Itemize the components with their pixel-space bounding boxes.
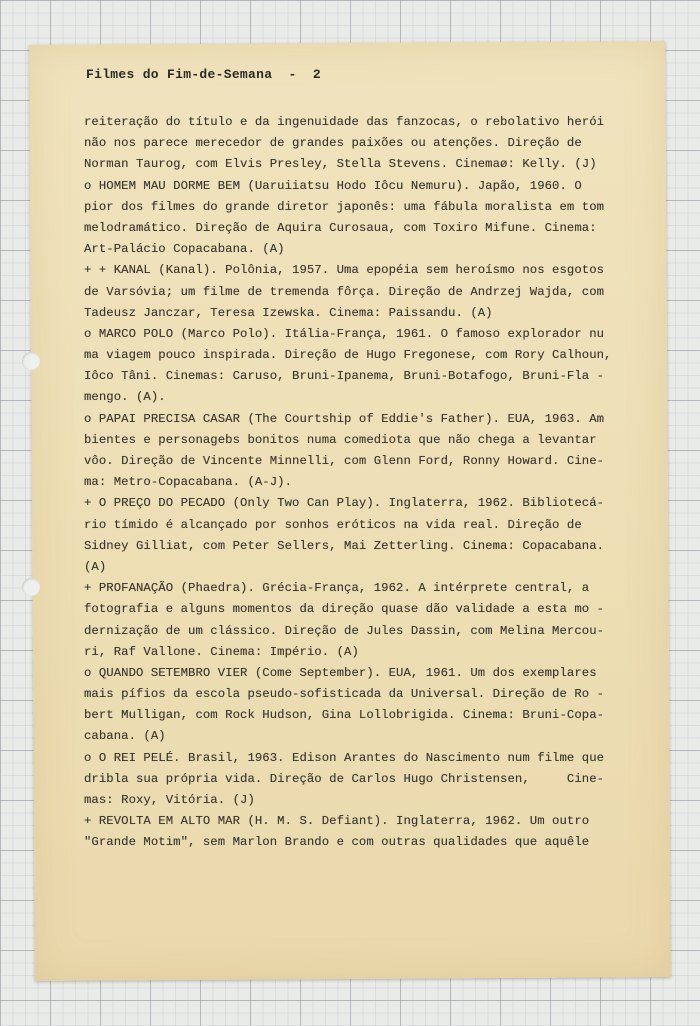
text-line: Norman Taurog, com Elvis Presley, Stella Stevens. Cinemaø: Kelly. (J): [84, 157, 597, 172]
text-line: o O REI PELÉ. Brasil, 1963. Edison Arantes do Nascimento num filme que: [84, 750, 605, 765]
text-line: reiteração do título e da ingenuidade das fanzocas, o rebolativo herói: [84, 115, 605, 129]
text-line: vôo. Direção de Vincente Minnelli, com Glenn Ford, Ronny Howard. Cine-: [84, 454, 605, 468]
text-line: rio tímido é alcançado por sonhos eróticos na vida real. Direção de: [84, 517, 582, 532]
punch-hole: [22, 352, 40, 370]
text-line: mais pífios da escola pseudo-sofisticada da Universal. Direção de Ro -: [84, 687, 605, 702]
text-line: fotografia e alguns momentos da direção quase dão validade a esta mo -: [84, 602, 605, 617]
text-line: dribla sua própria vida. Direção de Carlos Hugo Christensen, Cine-: [84, 771, 605, 786]
text-line: o PAPAI PRECISA CASAR (The Courtship of Eddie's Father). EUA, 1963. Am: [84, 411, 605, 426]
text-line: mengo. (A).: [84, 390, 166, 405]
text-line: o QUANDO SETEMBRO VIER (Come September). EUA, 1961. Um dos exemplares: [84, 665, 597, 680]
body-text: [84, 112, 644, 854]
text-line: o HOMEM MAU DORME BEM (Uaruiiatsu Hodo Iôcu Nemuru). Japão, 1960. O: [84, 178, 582, 193]
text-line: Sidney Gilliat, com Peter Sellers, Mai Zetterling. Cinema: Copacabana.: [84, 538, 605, 553]
text-line: de Varsóvia; um filme de tremenda fôrça. Direção de Andrzej Wajda, com: [84, 284, 605, 299]
text-line: Iôco Tâni. Cinemas: Caruso, Bruni-Ipanema, Bruni-Botafogo, Bruni-Fla -: [84, 369, 605, 384]
text-line: melodramático. Direção de Aquira Curosaua, com Toxiro Mifune. Cinema:: [84, 220, 597, 235]
text-line: (A): [84, 559, 107, 574]
text-line: ma: Metro-Copacabana. (A-J).: [84, 475, 293, 490]
punch-hole: [22, 578, 40, 596]
text-line: cabana. (A): [84, 729, 166, 744]
text-line: ri, Raf Vallone. Cinema: Império. (A): [84, 644, 359, 659]
text-line: "Grande Motim", sem Marlon Brando e com outras qualidades que aquêle: [84, 835, 590, 850]
text-line: bert Mulligan, com Rock Hudson, Gina Lollobrigida. Cinema: Bruni-Copa-: [84, 708, 605, 723]
text-line: o MARCO POLO (Marco Polo). Itália-França, 1961. O famoso explorador nu: [84, 326, 605, 341]
text-line: dernização de um clássico. Direção de Jules Dassin, com Melina Mercou-: [84, 623, 605, 638]
text-line: não nos parece merecedor de grandes paixões ou atenções. Direção de: [84, 136, 582, 151]
page-header: Filmes do Fim-de-Semana - 2: [86, 67, 321, 82]
text-line: mas: Roxy, Vitória. (J): [84, 793, 255, 807]
text-line: Art-Palácio Copacabana. (A): [84, 242, 285, 257]
text-line: ma viagem pouco inspirada. Direção de Hugo Fregonese, com Rory Calhoun,: [84, 348, 612, 363]
text-line: + O PREÇO DO PECADO (Only Two Can Play). Inglaterra, 1962. Bibliotecá-: [84, 496, 605, 511]
text-line: Tadeusz Janczar, Teresa Izewska. Cinema: Paissandu. (A): [84, 305, 493, 320]
text-line: bientes e personagebs bonitos numa comediota que não chega a levantar: [84, 432, 597, 447]
text-line: + REVOLTA EM ALTO MAR (H. M. S. Defiant). Inglaterra, 1962. Um outro: [84, 814, 590, 829]
text-line: + PROFANAÇÃO (Phaedra). Grécia-França, 1962. A intérprete central, a: [84, 581, 590, 596]
text-line: + + KANAL (Kanal). Polônia, 1957. Uma epopéia sem heroísmo nos esgotos: [84, 263, 605, 278]
text-line: pior dos filmes do grande diretor japonês: uma fábula moralista em tom: [84, 199, 605, 214]
